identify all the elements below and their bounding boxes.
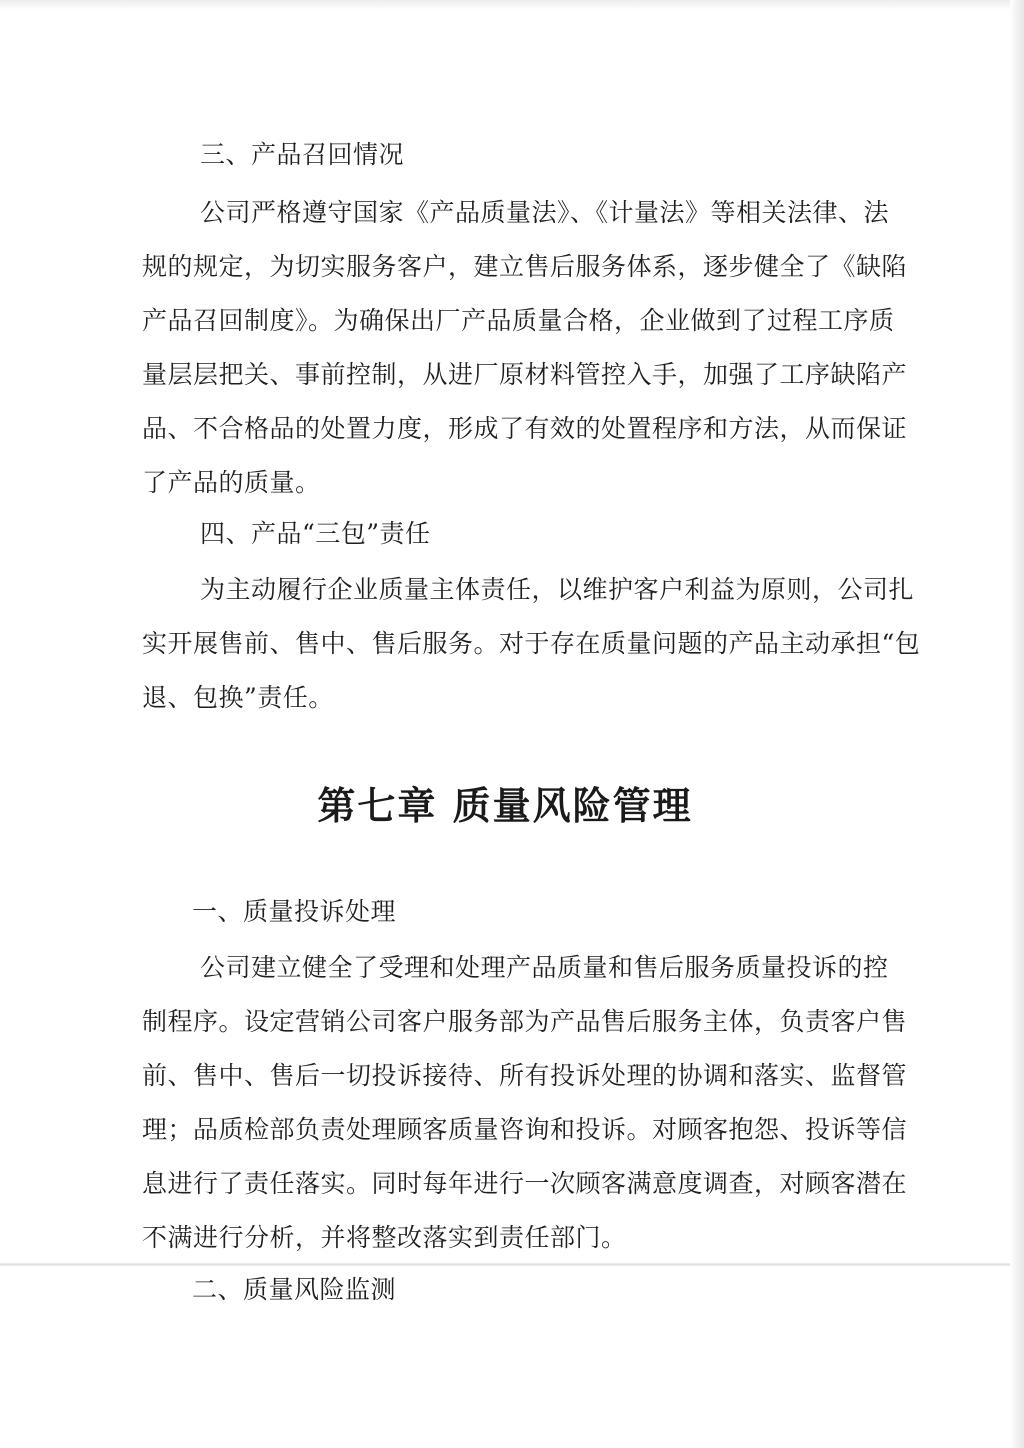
section-heading-three-guarantees: 四、产品“三包”责任 <box>200 519 431 548</box>
paragraph-line: 前、售中、售后一切投诉接待、所有投诉处理的协调和落实、监督管 <box>142 1061 908 1090</box>
scan-edge-top <box>0 0 1024 10</box>
section-heading-complaints: 一、质量投诉处理 <box>192 897 397 926</box>
paragraph-line: 规的规定，为切实服务客户，建立售后服务体系，逐步健全了《缺陷 <box>142 252 908 281</box>
paragraph-line: 产品召回制度》。为确保出厂产品质量合格，企业做到了过程工序质 <box>142 306 895 335</box>
paragraph-three-guarantees <box>142 563 921 725</box>
paragraph-line: 品、不合格品的处置力度，形成了有效的处置程序和方法，从而保证 <box>142 414 908 443</box>
paragraph-line: 制程序。设定营销公司客户服务部为产品售后服务主体，负责客户售 <box>142 1007 908 1036</box>
paragraph-line: 息进行了责任落实。同时每年进行一次顾客满意度调查，对顾客潜在 <box>142 1169 908 1198</box>
paragraph-line: 退、包换”责任。 <box>142 683 334 712</box>
section-heading-recall: 三、产品召回情况 <box>200 140 405 169</box>
paragraph-line: 量层层把关、事前控制，从进厂原材料管控入手，加强了工序缺陷产 <box>142 360 908 389</box>
chapter-title: 第七章 质量风险管理 <box>317 784 693 828</box>
scan-edge-right <box>1010 0 1024 1448</box>
paragraph-line: 理；品质检部负责处理顾客质量咨询和投诉。对顾客抱怨、投诉等信 <box>142 1115 908 1144</box>
paragraph-line: 不满进行分析，并将整改落实到责任部门。 <box>142 1223 627 1252</box>
paragraph-line: 公司严格遵守国家《产品质量法》、《计量法》等相关法律、法 <box>200 198 890 227</box>
paragraph-line: 了产品的质量。 <box>142 468 321 497</box>
paragraph-line: 为主动履行企业质量主体责任，以维护客户利益为原则，公司扎 <box>200 575 915 604</box>
section-heading-risk-monitoring: 二、质量风险监测 <box>192 1275 397 1304</box>
paragraph-recall <box>142 186 908 510</box>
paragraph-complaints <box>142 941 908 1265</box>
paragraph-line: 公司建立健全了受理和处理产品质量和售后服务质量投诉的控 <box>200 953 889 982</box>
paragraph-line: 实开展售前、售中、售后服务。对于存在质量问题的产品主动承担“包 <box>142 629 921 658</box>
